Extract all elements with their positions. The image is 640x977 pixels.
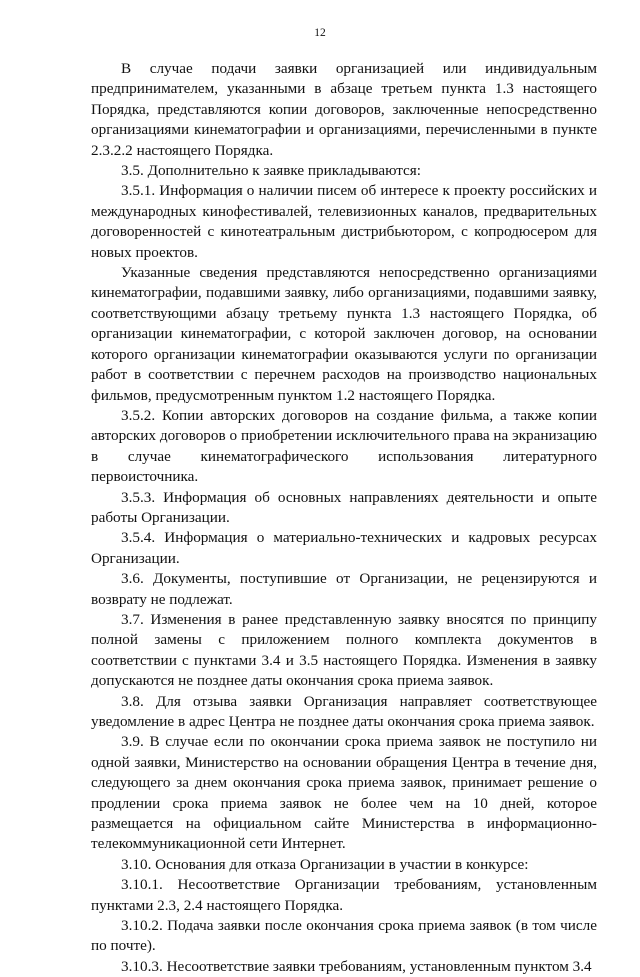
paragraph-3-9: 3.9. В случае если по окончании срока приема заявок не поступило ни одной заявки, Министерство на основании обращения Центра в течение дня, следующего за днем окончания срока приема заявок, принимает решение о продлении срока приема заявок не более чем на 10 дней, которое размещается на официальном сайте Министерства в информационно-телекоммуникационной сети Интернет.	[91, 733, 597, 853]
paragraph-contracts-copies: В случае подачи заявки организацией или индивидуальным предпринимателем, указанными в абзаце третьем пункта 1.3 настоящего Порядка, представляются копии договоров, заключенные непосредственно организациями кинематографии и организациями, перечисленными в пункте 2.3.2.2 настоящего Порядка.	[91, 60, 597, 159]
paragraph-3-10-2: 3.10.2. Подача заявки после окончания срока приема заявок (в том числе по почте).	[91, 917, 597, 955]
paragraph-3-10-1: 3.10.1. Несоответствие Организации требованиям, установленным пунктами 2.3, 2.4 настоящего Порядка.	[91, 876, 597, 914]
paragraph-3-10-3: 3.10.3. Несоответствие заявки требованиям, установленным пунктом 3.4	[121, 957, 592, 975]
paragraph-3-5-3: 3.5.3. Информация об основных направлениях деятельности и опыте работы Организации.	[91, 488, 597, 526]
paragraph-3-5-1-details: Указанные сведения представляются непосредственно организациями кинематографии, подавшими заявку, либо организациями, подавшими заявку, соответствующими абзацу третьему пункта 1.3 настоящего Порядка, об организации кинематографии, с которой заключен договор, на основании которого организации кинематографии оказываются услуги по организации работ в соответствии с перечнем расходов на производство национальных фильмов, предусмотренным пунктом 1.2 настоящего Порядка.	[91, 264, 597, 404]
paragraph-3-10: 3.10. Основания для отказа Организации в участии в конкурсе:	[121, 855, 529, 873]
document-body	[91, 59, 597, 977]
paragraph-3-8: 3.8. Для отзыва заявки Организация направляет соответствующее уведомление в адрес Центра не позднее даты окончания срока приема заявок.	[91, 692, 597, 730]
paragraph-3-6: 3.6. Документы, поступившие от Организации, не рецензируются и возврату не подлежат.	[91, 570, 597, 608]
paragraph-3-7: 3.7. Изменения в ранее представленную заявку вносятся по принципу полной замены с приложением полного комплекта документов в соответствии с пунктами 3.4 и 3.5 настоящего Порядка. Изменения в заявку допускаются не позднее даты окончания срока приема заявок.	[91, 610, 597, 690]
paragraph-3-5-4: 3.5.4. Информация о материально-технических и кадровых ресурсах Организации.	[91, 529, 597, 567]
page-number: 12	[314, 27, 326, 39]
paragraph-3-5-2: 3.5.2. Копии авторских договоров на создание фильма, а также копии авторских договоров о приобретении исключительного права на экранизацию в случае кинематографического использования литературного первоисточника.	[91, 406, 597, 486]
paragraph-3-5-1: 3.5.1. Информация о наличии писем об интересе к проекту российских и международных кинофестивалей, телевизионных каналов, предварительных договоренностей с кинотеатральным дистрибьютором, с копродюсером для новых проектов.	[91, 182, 597, 261]
paragraph-3-5: 3.5. Дополнительно к заявке прикладываются:	[121, 162, 422, 180]
